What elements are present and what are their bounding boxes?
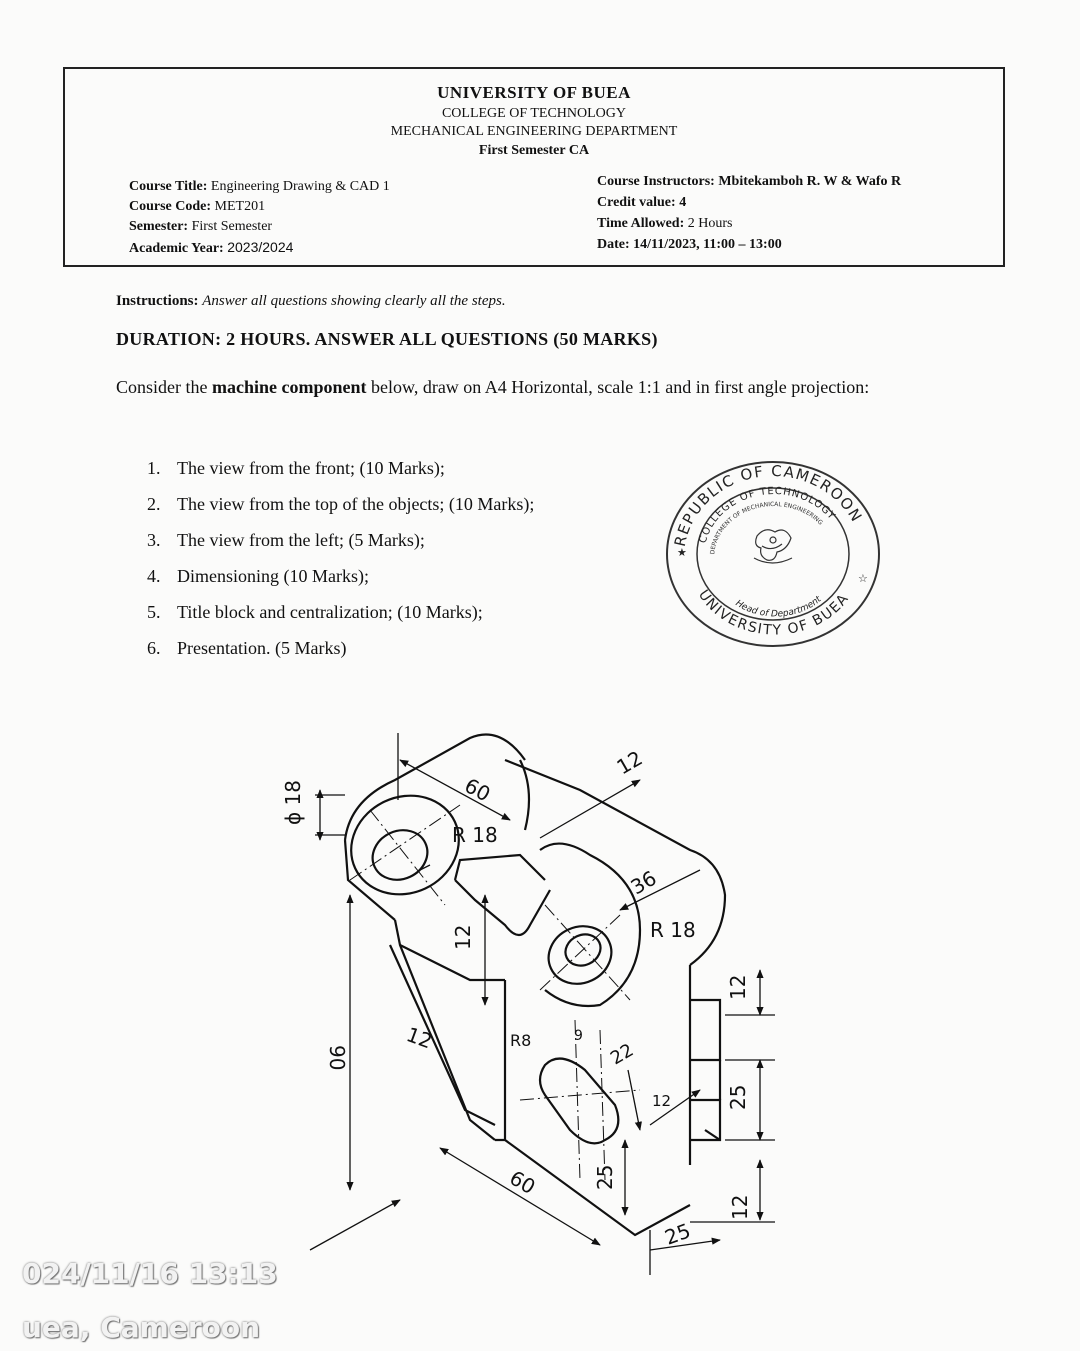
question-number: 3. [147,530,161,550]
stamp-head-of-department: Head of Department [733,594,824,620]
question-number: 4. [147,566,161,586]
university-name: UNIVERSITY OF BUEA [437,83,631,102]
question-text: The view from the left; (5 Marks); [177,530,425,550]
dim-12-slot: 12 [451,924,475,950]
course-info-right [597,171,901,255]
dim-22: 22 [607,1039,638,1070]
instructions-text: Answer all questions showing clearly all the steps. [202,293,506,309]
question-text: Title block and centralization; (10 Marks); [177,602,483,622]
dim-12-right-top: 12 [726,974,750,1000]
dim-60-bottom: 60 [505,1165,540,1200]
question-number: 5. [147,602,161,622]
academic-year-label: Academic Year: [129,241,224,256]
stamp-star-icon: ★ [677,546,687,559]
isometric-drawing [270,720,790,1290]
question-item [147,455,534,491]
question-item [147,491,534,527]
time-value: 2 Hours [687,216,733,231]
instructions-label: Instructions: [116,293,199,309]
photo-location: uea, Cameroon [22,1311,261,1344]
instructors-label: Course Instructors: [597,174,715,189]
task-text-start: Consider the [116,377,212,397]
stamp-dept: DEPARTMENT OF MECHANICAL ENGINEERING [709,500,825,555]
course-code-label: Course Code: [129,199,212,214]
college-name: COLLEGE OF TECHNOLOGY [441,106,627,121]
dimension-lines [310,733,775,1275]
course-info-left [129,177,390,259]
question-number: 1. [147,458,161,478]
dim-90: 90 [325,1045,349,1071]
duration-heading: DURATION: 2 HOURS. ANSWER ALL QUESTIONS (50 MARKS) [116,329,658,349]
question-number: 2. [147,494,161,514]
question-text: The view from the top of the objects; (10 Marks); [177,494,535,514]
stamp-outer-top: REPUBLIC OF CAMEROON [670,461,867,549]
question-text: The view from the front; (10 Marks); [177,458,445,478]
academic-year-value: 2023/2024 [227,239,294,255]
semester-row [129,217,390,237]
semester-value: First Semester [191,219,273,234]
question-item [147,635,534,671]
academic-year-row [129,237,390,259]
question-item [147,563,534,599]
assessment-title: First Semester CA [478,143,590,158]
course-title-label: Course Title: [129,179,208,194]
question-text: Dimensioning (10 Marks); [177,566,369,586]
credit-value: 4 [679,195,687,210]
question-item [147,599,534,635]
stamp-emblem-icon [754,530,792,563]
instructors-row [597,171,901,192]
time-label: Time Allowed: [597,216,685,231]
stamp-star-icon: ☆ [858,572,868,585]
task-description [116,368,936,406]
dim-60-top: 60 [460,773,495,807]
question-number: 6. [147,638,161,658]
dim-9: 9 [574,1028,583,1044]
credit-row [597,192,901,213]
dim-r18-left: R 18 [452,823,498,847]
question-text: Presentation. (5 Marks) [177,638,347,658]
time-row [597,213,901,234]
dim-12-rib: 12 [403,1022,436,1054]
department-name: MECHANICAL ENGINEERING DEPARTMENT [390,124,678,139]
dim-25-right: 25 [726,1084,750,1110]
dim-r8: R8 [510,1031,532,1050]
exam-header-box [63,67,1005,267]
instructors-value: Mbitekamboh R. W & Wafo R [718,174,902,189]
right-boss-hole [539,916,621,994]
credit-label: Credit value: [597,195,676,210]
component-outline [345,734,725,1235]
course-code-value: MET201 [214,199,266,214]
stamp-outer-bottom: UNIVERSITY OF BUEA [695,587,853,639]
dim-phi18: ϕ 18 [281,780,305,825]
dimension-labels [281,746,752,1250]
date-value: 14/11/2023, 11:00 – 13:00 [633,237,782,252]
course-title-value: Engineering Drawing & CAD 1 [210,179,390,194]
stamp-inner-top: COLLEGE OF TECHNOLOGY [697,485,838,545]
question-item [147,527,534,563]
dim-12-top: 12 [612,745,647,780]
dim-12-step: 12 [652,1092,672,1110]
photo-timestamp: 024/11/16 13:13 [22,1257,278,1290]
semester-label: Semester: [129,219,189,234]
dim-12-right-bottom: 12 [728,1194,752,1220]
question-list [147,455,534,671]
course-title-row [129,177,390,197]
course-code-row [129,197,390,217]
dim-36: 36 [626,865,661,900]
front-slot [540,1059,618,1144]
task-text-bold: machine component [212,377,367,397]
dim-r18-right: R 18 [650,918,696,942]
date-row [597,234,901,255]
date-label: Date: [597,237,630,252]
university-stamp [662,458,884,650]
dim-25-bottom: 25 [593,1164,617,1190]
dim-25-corner: 25 [661,1218,694,1250]
task-text-end: below, draw on A4 Horizontal, scale 1:1 and in first angle projection: [366,377,870,397]
instructions [116,293,506,310]
centre-lines [350,805,640,1180]
